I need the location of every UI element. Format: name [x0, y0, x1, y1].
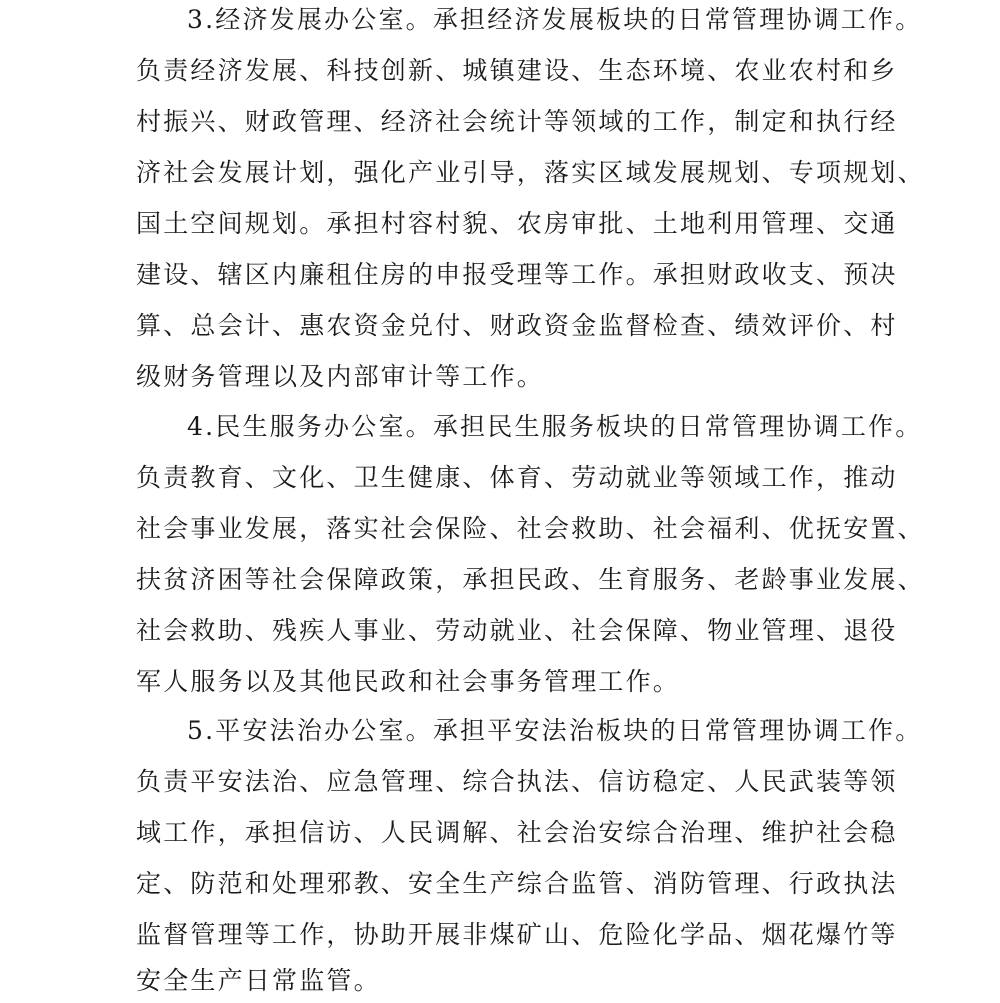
paragraph-5-line-2: 负责平安法治、应急管理、综合执法、信访稳定、人民武装等领	[136, 767, 898, 796]
paragraph-5-line-4: 定、防范和处理邪教、安全生产综合监管、消防管理、行政执法	[136, 869, 898, 898]
paragraph-5-line-3: 域工作，承担信访、人民调解、社会治安综合治理、维护社会稳	[136, 818, 898, 847]
paragraph-3-line-2: 负责经济发展、科技创新、城镇建设、生态环境、农业农村和乡	[136, 56, 898, 85]
paragraph-3-line-3: 村振兴、财政管理、经济社会统计等领域的工作，制定和执行经	[136, 107, 898, 136]
paragraph-4-line-2: 负责教育、文化、卫生健康、体育、劳动就业等领域工作，推动	[136, 463, 898, 492]
paragraph-4-line-1: 4.民生服务办公室。承担民生服务板块的日常管理协调工作。	[187, 412, 923, 441]
paragraph-3-line-1: 3.经济发展办公室。承担经济发展板块的日常管理协调工作。	[187, 5, 923, 34]
paragraph-4-line-6: 军人服务以及其他民政和社会事务管理工作。	[136, 667, 681, 696]
paragraph-4-line-5: 社会救助、残疾人事业、劳动就业、社会保障、物业管理、退役	[136, 616, 898, 645]
paragraph-3-line-8: 级财务管理以及内部审计等工作。	[136, 362, 545, 391]
paragraph-5-line-5: 监督管理等工作，协助开展非煤矿山、危险化学品、烟花爆竹等	[136, 920, 898, 949]
paragraph-5-line-1: 5.平安法治办公室。承担平安法治板块的日常管理协调工作。	[187, 716, 923, 745]
paragraph-5-line-6: 安全生产日常监管。	[136, 966, 381, 995]
paragraph-4-line-4: 扶贫济困等社会保障政策，承担民政、生育服务、老龄事业发展、	[136, 565, 925, 594]
paragraph-3-line-7: 算、总会计、惠农资金兑付、财政资金监督检查、绩效评价、村	[136, 311, 898, 340]
paragraph-4-line-3: 社会事业发展，落实社会保险、社会救助、社会福利、优抚安置、	[136, 514, 925, 543]
paragraph-3-line-5: 国土空间规划。承担村容村貌、农房审批、土地利用管理、交通	[136, 209, 898, 238]
paragraph-3-line-6: 建设、辖区内廉租住房的申报受理等工作。承担财政收支、预决	[136, 260, 898, 289]
paragraph-3-line-4: 济社会发展计划，强化产业引导，落实区域发展规划、专项规划、	[136, 158, 925, 187]
